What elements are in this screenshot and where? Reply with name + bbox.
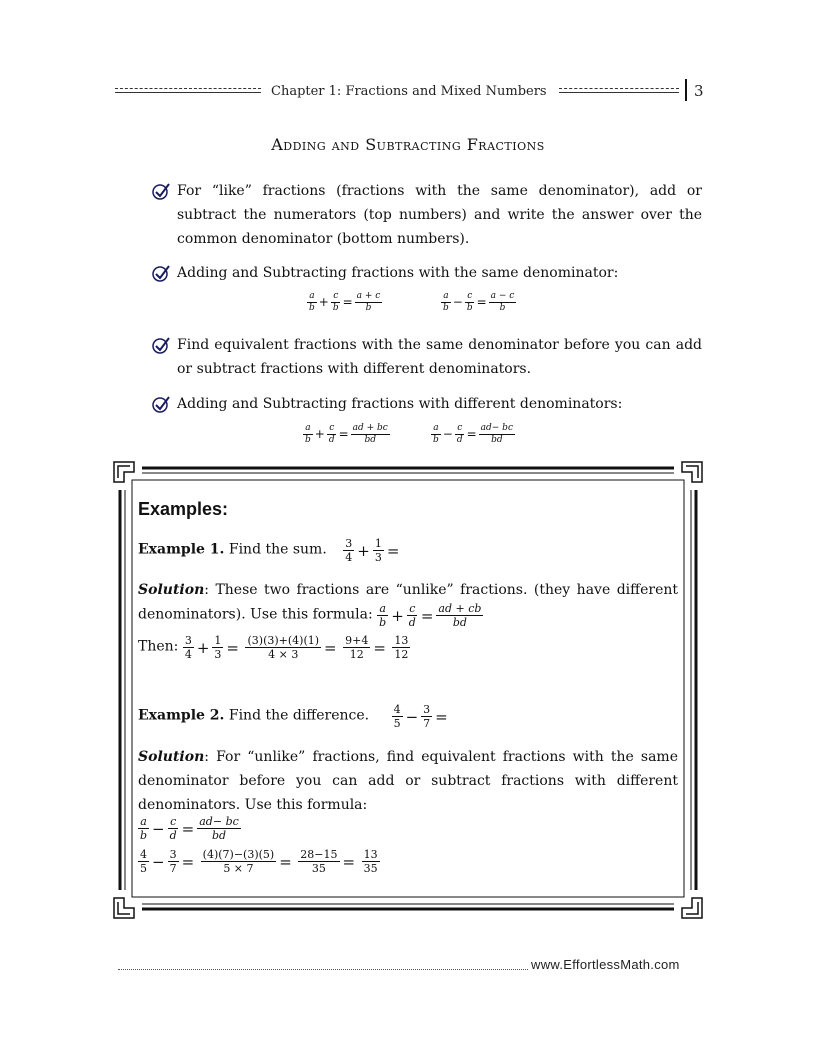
chapter-title: Chapter 1: Fractions and Mixed Numbers bbox=[271, 84, 547, 99]
example2-steps: $\frac{4}{5}$ − $\frac{3}{7}$ = $\frac{(4)(7)-(3)(5)}{5 \times 7}$ = $\frac{28-15}{35}$ = $\frac{13}{35}$ bbox=[140, 848, 378, 876]
header-rule-left-solid bbox=[115, 92, 261, 93]
examples-heading: Examples: bbox=[138, 499, 229, 519]
bullet-different-denominators: Adding and Subtracting fractions with different denominators: bbox=[152, 392, 702, 416]
formula-diff-sum: $\frac{a}{b}$ + $\frac{c}{d}$ = $\frac{ad + bc}{bd}$ bbox=[305, 423, 388, 445]
section-title: Adding and Subtracting Fractions bbox=[271, 135, 545, 154]
example2-prompt: Example 2. Find the difference. $\frac{4}{5}$ − $\frac{3}{7}$ = bbox=[138, 703, 448, 731]
page-number: 3 bbox=[694, 82, 704, 100]
bullet-like-fractions: For “like” fractions (fractions with the same denominator), add or subtract the numerators (top numbers) and write the answer over the common denominator (bottom numbers). bbox=[152, 179, 702, 251]
example2-formula: $\frac{a}{b}$ − $\frac{c}{d}$ = $\frac{ad- bc}{bd}$ bbox=[140, 815, 239, 843]
formula-diff-difference: $\frac{a}{b}$ − $\frac{c}{d}$ = $\frac{ad- bc}{bd}$ bbox=[433, 423, 513, 445]
example1-prompt: Example 1. Find the sum. $\frac{3}{4}$ + $\frac{1}{3}$ = bbox=[138, 537, 400, 565]
header-rule-left bbox=[115, 88, 261, 89]
example1-solution: Solution: These two fractions are “unlike” fractions. (they have different denominators). Use this formula: $\frac{a}{b}$ + $\frac{c}{d}$ = $\frac{ad + cb}{bd}$ bbox=[138, 582, 678, 630]
bullet-same-denominator: Adding and Subtracting fractions with the same denominator: bbox=[152, 261, 702, 285]
header-rule-right-solid bbox=[559, 92, 679, 93]
formula-same-sum: $\frac{a}{b}$ + $\frac{c}{b}$ = $\frac{a + c}{b}$ bbox=[309, 291, 381, 313]
header-separator bbox=[685, 79, 687, 101]
example1-steps: Then: $\frac{3}{4}$ + $\frac{1}{3}$ = $\frac{(3)(3)+(4)(1)}{4 \times 3}$ = $\frac{9+4}{12}$ = $\frac{13}{12}$ bbox=[138, 634, 409, 662]
checkmark-icon bbox=[152, 264, 170, 282]
header-rule-right bbox=[559, 88, 679, 89]
example2-solution: Solution: For “unlike” fractions, find equivalent fractions with the same denominator before you can add or subtract fractions with different denominators. Use this formula: bbox=[138, 749, 678, 813]
bullet-equivalent-fractions: Find equivalent fractions with the same denominator before you can add or subtract fractions with different denominators. bbox=[152, 333, 702, 381]
checkmark-icon bbox=[152, 395, 170, 413]
checkmark-icon bbox=[152, 182, 170, 200]
footer-dotted-rule bbox=[118, 969, 528, 970]
checkmark-icon bbox=[152, 336, 170, 354]
footer-url: www.EffortlessMath.com bbox=[531, 957, 680, 972]
formula-same-difference: $\frac{a}{b}$ − $\frac{c}{b}$ = $\frac{a - c}{b}$ bbox=[443, 291, 515, 313]
